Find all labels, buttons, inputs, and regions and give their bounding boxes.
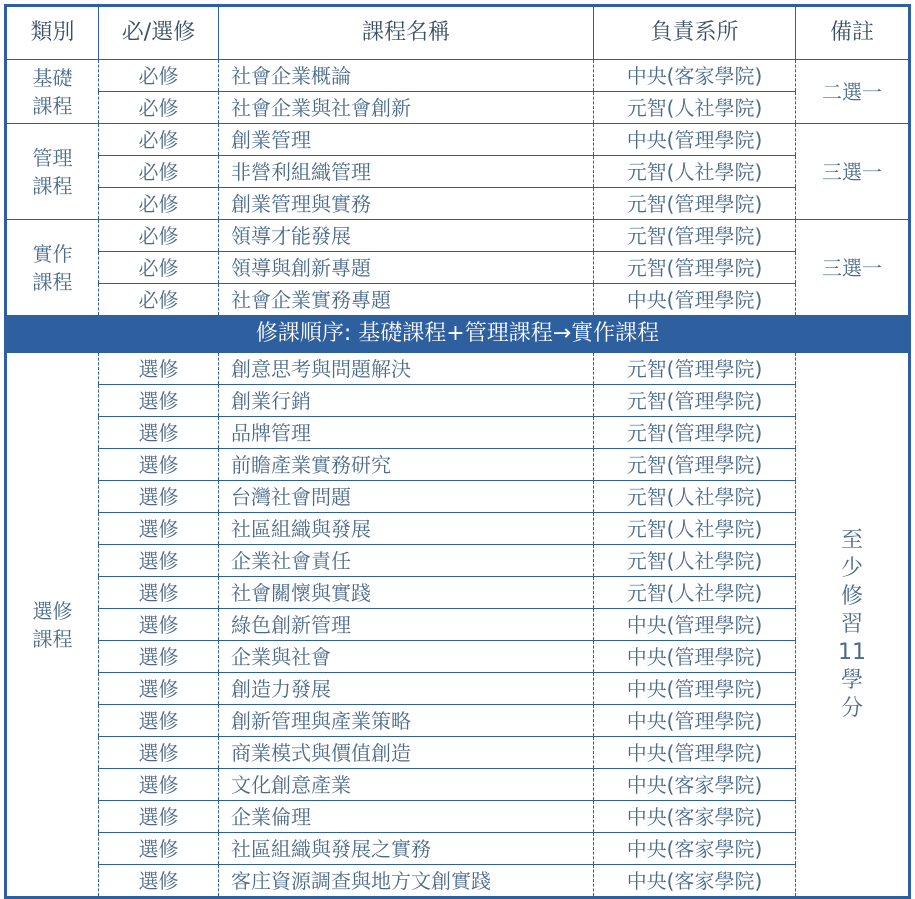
header-dept: 負責系所 <box>594 6 796 60</box>
course-name-cell: 領導才能發展 <box>219 220 594 252</box>
course-name-cell: 創業管理 <box>219 124 594 156</box>
dept-cell: 元智(人社學院) <box>594 545 796 577</box>
category-label: 課程 <box>32 93 73 118</box>
note-char: 11 <box>838 639 866 665</box>
category-cell <box>6 353 99 898</box>
type-cell: 選修 <box>99 577 219 609</box>
elective-note-cell <box>796 353 910 898</box>
type-cell: 選修 <box>99 769 219 801</box>
elective-body <box>6 353 910 898</box>
course-name-cell: 創業管理與實務 <box>219 188 594 220</box>
category-cell <box>6 124 99 220</box>
type-cell: 選修 <box>99 609 219 641</box>
course-name-cell: 綠色創新管理 <box>219 609 594 641</box>
table-row <box>6 385 910 417</box>
dept-cell: 元智(管理學院) <box>594 353 796 385</box>
dept-cell: 元智(管理學院) <box>594 188 796 220</box>
header-note: 備註 <box>796 6 910 60</box>
course-name-cell: 非營利組織管理 <box>219 156 594 188</box>
note-cell: 三選一 <box>796 124 910 220</box>
course-name-cell: 社會關懷與實踐 <box>219 577 594 609</box>
table-row <box>6 60 910 92</box>
category-label: 課程 <box>32 269 73 294</box>
course-name-cell: 客庄資源調查與地方文創實踐 <box>219 865 594 898</box>
type-cell: 選修 <box>99 705 219 737</box>
category-label: 課程 <box>32 626 73 651</box>
type-cell: 選修 <box>99 737 219 769</box>
dept-cell: 元智(人社學院) <box>594 513 796 545</box>
type-cell: 必修 <box>99 92 219 124</box>
dept-cell: 元智(人社學院) <box>594 92 796 124</box>
table-row <box>6 284 910 316</box>
table-row <box>6 252 910 284</box>
category-cell <box>6 220 99 316</box>
type-cell: 必修 <box>99 252 219 284</box>
dept-cell: 元智(人社學院) <box>594 577 796 609</box>
course-name-cell: 社區組織與發展 <box>219 513 594 545</box>
type-cell: 選修 <box>99 481 219 513</box>
category-label: 管理 <box>32 145 73 170</box>
course-table-container <box>4 4 908 899</box>
category-label: 課程 <box>32 173 73 198</box>
course-name-cell: 社會企業概論 <box>219 60 594 92</box>
table-row <box>6 220 910 252</box>
note-char: 修 <box>840 583 863 609</box>
dept-cell: 中央(客家學院) <box>594 60 796 92</box>
dept-cell: 中央(管理學院) <box>594 673 796 705</box>
dept-cell: 元智(管理學院) <box>594 252 796 284</box>
note-cell: 三選一 <box>796 220 910 316</box>
note-char: 至 <box>840 527 863 553</box>
table-row <box>6 641 910 673</box>
table-row <box>6 737 910 769</box>
dept-cell: 元智(管理學院) <box>594 417 796 449</box>
type-cell: 選修 <box>99 641 219 673</box>
type-cell: 必修 <box>99 284 219 316</box>
order-banner: 修課順序: 基礎課程+管理課程→實作課程 <box>6 316 910 353</box>
dept-cell: 中央(管理學院) <box>594 284 796 316</box>
type-cell: 必修 <box>99 156 219 188</box>
course-name-cell: 創新管理與產業策略 <box>219 705 594 737</box>
type-cell: 選修 <box>99 801 219 833</box>
course-name-cell: 創意思考與問題解決 <box>219 353 594 385</box>
table-row <box>6 705 910 737</box>
table-row <box>6 353 910 385</box>
type-cell: 選修 <box>99 385 219 417</box>
type-cell: 必修 <box>99 188 219 220</box>
header-row <box>6 6 910 60</box>
table-row <box>6 156 910 188</box>
note-char: 分 <box>840 695 863 721</box>
table-row <box>6 833 910 865</box>
course-name-cell: 社區組織與發展之實務 <box>219 833 594 865</box>
type-cell: 必修 <box>99 124 219 156</box>
header-course: 課程名稱 <box>219 6 594 60</box>
course-name-cell: 前瞻產業實務研究 <box>219 449 594 481</box>
course-name-cell: 企業倫理 <box>219 801 594 833</box>
course-name-cell: 社會企業實務專題 <box>219 284 594 316</box>
table-row <box>6 188 910 220</box>
table-row <box>6 481 910 513</box>
note-char: 學 <box>840 667 863 693</box>
type-cell: 選修 <box>99 353 219 385</box>
note-cell: 二選一 <box>796 60 910 124</box>
order-banner-row <box>6 316 910 353</box>
dept-cell: 中央(客家學院) <box>594 865 796 898</box>
dept-cell: 中央(管理學院) <box>594 609 796 641</box>
table-row <box>6 92 910 124</box>
course-table <box>4 4 911 899</box>
type-cell: 選修 <box>99 833 219 865</box>
table-row <box>6 545 910 577</box>
dept-cell: 元智(管理學院) <box>594 449 796 481</box>
type-cell: 選修 <box>99 513 219 545</box>
type-cell: 必修 <box>99 60 219 92</box>
type-cell: 選修 <box>99 673 219 705</box>
course-name-cell: 社會企業與社會創新 <box>219 92 594 124</box>
note-char: 習 <box>840 611 863 637</box>
dept-cell: 中央(客家學院) <box>594 833 796 865</box>
dept-cell: 中央(管理學院) <box>594 641 796 673</box>
table-row <box>6 577 910 609</box>
category-label: 選修 <box>32 598 73 623</box>
type-cell: 選修 <box>99 449 219 481</box>
type-cell: 必修 <box>99 220 219 252</box>
course-name-cell: 企業與社會 <box>219 641 594 673</box>
header-type: 必/選修 <box>99 6 219 60</box>
category-label: 基礎 <box>32 65 73 90</box>
table-row <box>6 124 910 156</box>
dept-cell: 元智(管理學院) <box>594 220 796 252</box>
table-row <box>6 417 910 449</box>
course-name-cell: 創業行銷 <box>219 385 594 417</box>
category-label: 實作 <box>32 241 73 266</box>
type-cell: 選修 <box>99 545 219 577</box>
table-row <box>6 449 910 481</box>
note-char: 少 <box>840 555 863 581</box>
course-name-cell: 文化創意產業 <box>219 769 594 801</box>
table-row <box>6 801 910 833</box>
dept-cell: 元智(人社學院) <box>594 156 796 188</box>
course-name-cell: 台灣社會問題 <box>219 481 594 513</box>
course-name-cell: 品牌管理 <box>219 417 594 449</box>
dept-cell: 中央(管理學院) <box>594 737 796 769</box>
course-name-cell: 創造力發展 <box>219 673 594 705</box>
table-row <box>6 513 910 545</box>
table-row <box>6 609 910 641</box>
dept-cell: 中央(管理學院) <box>594 124 796 156</box>
course-body <box>6 60 910 353</box>
table-row <box>6 673 910 705</box>
dept-cell: 中央(管理學院) <box>594 705 796 737</box>
type-cell: 選修 <box>99 865 219 898</box>
dept-cell: 中央(客家學院) <box>594 801 796 833</box>
type-cell: 選修 <box>99 417 219 449</box>
category-cell <box>6 60 99 124</box>
table-row <box>6 769 910 801</box>
dept-cell: 中央(客家學院) <box>594 769 796 801</box>
course-name-cell: 商業模式與價值創造 <box>219 737 594 769</box>
course-name-cell: 領導與創新專題 <box>219 252 594 284</box>
course-name-cell: 企業社會責任 <box>219 545 594 577</box>
dept-cell: 元智(人社學院) <box>594 481 796 513</box>
dept-cell: 元智(管理學院) <box>594 385 796 417</box>
header-category: 類別 <box>6 6 99 60</box>
